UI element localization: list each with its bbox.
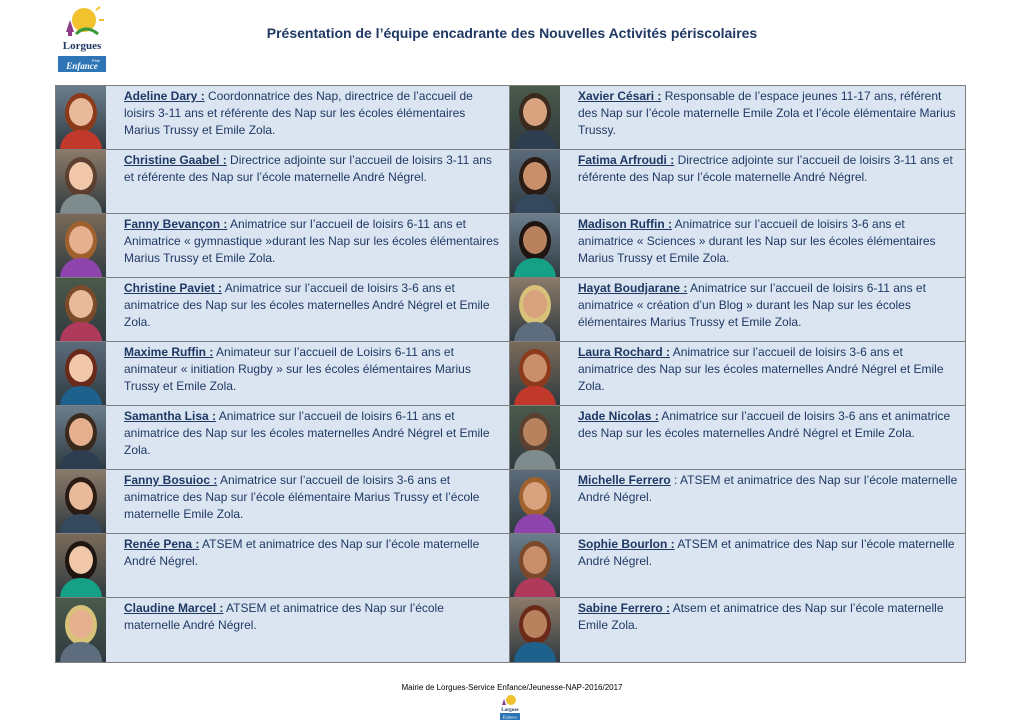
staff-card	[510, 150, 965, 214]
staff-role: Coordonnatrice des Nap, directrice de l’accueil de loisirs 3-11 ans et référente des Nap sur les écoles élémentaires Marius Trussy et Emile Zola.	[124, 89, 473, 137]
staff-photo	[56, 150, 106, 214]
staff-name: Samantha Lisa :	[124, 409, 217, 423]
staff-name: Claudine Marcel :	[124, 601, 224, 615]
staff-photo	[56, 534, 106, 598]
staff-role: Animatrice sur l’accueil de loisirs 3-6 ans et animatrice des Nap sur les écoles maternelles André Négrel et Emile Zola.	[124, 281, 490, 329]
staff-photo	[56, 470, 106, 534]
staff-photo	[510, 150, 560, 214]
staff-role: : ATSEM et animatrice des Nap sur l’école maternelle André Négrel.	[578, 473, 958, 504]
staff-description-block	[560, 150, 965, 213]
staff-photo	[56, 278, 106, 342]
staff-role: Animatrice sur l’accueil de loisirs 3-6 ans et animatrice des Nap sur l’école élémentaire Marius Trussy et l’école maternelle Emile Zola.	[124, 473, 480, 521]
staff-card	[510, 278, 965, 342]
staff-name: Renée Pena :	[124, 537, 200, 551]
footer-logo-service: Enfance	[502, 714, 518, 720]
staff-description-block	[560, 214, 965, 277]
staff-name: Jade Nicolas :	[578, 409, 659, 423]
staff-role: Atsem et animatrice des Nap sur l’école maternelle Emile Zola.	[578, 601, 944, 632]
staff-name: Christine Paviet :	[124, 281, 223, 295]
staff-photo	[510, 598, 560, 662]
staff-description-block	[106, 86, 509, 149]
footer-logo-town: Lorgues	[501, 708, 519, 713]
staff-card	[510, 534, 965, 598]
staff-photo	[56, 598, 106, 662]
footer-text: Mairie de Lorgues-Service Enfance/Jeunesse-NAP-2016/2017	[401, 683, 623, 692]
staff-card	[56, 278, 510, 342]
staff-description-block	[106, 278, 509, 341]
staff-role: Animatrice sur l’accueil de loisirs 6-11 ans et animatrice des Nap sur les écoles maternelles André Négrel et Emile Zola.	[124, 409, 490, 457]
logo-service-text: Enfance	[66, 61, 98, 71]
staff-photo	[510, 470, 560, 534]
staff-description-block	[106, 470, 509, 533]
staff-description-block	[106, 150, 509, 213]
staff-role: Directrice adjointe sur l’accueil de loisirs 3-11 ans et référente des Nap sur l’école maternelle André Négrel.	[124, 153, 492, 184]
staff-role: ATSEM et animatrice des Nap sur l’école maternelle André Négrel.	[124, 537, 480, 568]
staff-role: ATSEM et animatrice des Nap sur l’école maternelle André Négrel.	[578, 537, 955, 568]
staff-name: Fanny Bosuioc :	[124, 473, 218, 487]
staff-description-block	[106, 342, 509, 405]
staff-name: Fatima Arfroudi :	[578, 153, 675, 167]
staff-name: Michelle Ferrero	[578, 473, 671, 487]
staff-card	[56, 342, 510, 406]
staff-card	[56, 406, 510, 470]
staff-photo	[510, 86, 560, 150]
staff-photo	[56, 86, 106, 150]
footer-logo	[498, 694, 522, 720]
staff-name: Sophie Bourlon :	[578, 537, 675, 551]
logo-town-text: Lorgues	[62, 40, 102, 52]
staff-description-block	[560, 86, 965, 149]
logo-small-text: Pôle	[91, 58, 100, 63]
staff-description-block	[106, 214, 509, 277]
staff-role: Responsable de l’espace jeunes 11-17 ans, référent des Nap sur l’école maternelle Emile Zola et l’école élémentaire Marius Trussy.	[578, 89, 956, 137]
staff-card	[510, 214, 965, 278]
page-title: Présentation de l’équipe encadrante des Nouvelles Activités périscolaires	[266, 25, 758, 41]
staff-name: Adeline Dary :	[124, 89, 205, 103]
staff-card	[510, 342, 965, 406]
staff-description-block	[560, 470, 965, 533]
staff-name: Sabine Ferrero :	[578, 601, 671, 615]
staff-name: Fanny Bevançon :	[124, 217, 228, 231]
staff-card	[56, 598, 510, 662]
staff-name: Madison Ruffin :	[578, 217, 672, 231]
staff-photo	[510, 278, 560, 342]
staff-photo	[510, 214, 560, 278]
staff-card	[510, 406, 965, 470]
staff-name: Maxime Ruffin :	[124, 345, 214, 359]
staff-role: Animatrice sur l’accueil de loisirs 6-11 ans et animatrice « création d’un Blog » durant les Nap sur les écoles élémentaires Marius Trussy et Emile Zola.	[578, 281, 926, 329]
staff-photo	[56, 342, 106, 406]
staff-role: ATSEM et animatrice des Nap sur l’école maternelle André Négrel.	[124, 601, 444, 632]
staff-role: Animateur sur l’accueil de Loisirs 6-11 ans et animateur « initiation Rugby » sur les écoles élémentaires Marius Trussy et Emile Zola.	[124, 345, 471, 393]
staff-card	[56, 214, 510, 278]
staff-photo	[510, 342, 560, 406]
staff-card	[510, 598, 965, 662]
staff-card	[56, 470, 510, 534]
staff-name: Hayat Boudjarane :	[578, 281, 688, 295]
staff-card	[510, 86, 965, 150]
staff-name: Christine Gaabel :	[124, 153, 227, 167]
staff-photo	[510, 534, 560, 598]
staff-photo	[510, 406, 560, 470]
staff-name: Xavier Césari :	[578, 89, 662, 103]
staff-card	[56, 86, 510, 150]
staff-description-block	[560, 278, 965, 341]
staff-description-block	[106, 534, 509, 597]
staff-card	[56, 534, 510, 598]
staff-card	[56, 150, 510, 214]
staff-name: Laura Rochard :	[578, 345, 671, 359]
staff-description-block	[560, 342, 965, 405]
staff-role: Animatrice sur l’accueil de loisirs 3-6 ans et animatrice des Nap sur les écoles maternelles André Négrel et Emile Zola.	[578, 345, 944, 393]
staff-description-block	[106, 406, 509, 469]
staff-role: Animatrice sur l’accueil de loisirs 6-11 ans et Animatrice « gymnastique »durant les Nap sur les écoles élémentaires Marius Trussy et Emile Zola.	[124, 217, 499, 265]
staff-role: Animatrice sur l’accueil de loisirs 3-6 ans et animatrice « Sciences » durant les Nap sur les écoles élémentaires Marius Trussy et Emile Zola.	[578, 217, 936, 265]
staff-description-block	[106, 598, 509, 662]
staff-description-block	[560, 534, 965, 597]
staff-description-block	[560, 406, 965, 469]
staff-grid	[55, 85, 966, 663]
staff-role: Animatrice sur l’accueil de loisirs 3-6 ans et animatrice des Nap sur les écoles maternelles André Négrel et Emile Zola.	[578, 409, 951, 440]
staff-description-block	[560, 598, 965, 662]
staff-card	[510, 470, 965, 534]
staff-photo	[56, 214, 106, 278]
staff-photo	[56, 406, 106, 470]
staff-role: Directrice adjointe sur l’accueil de loisirs 3-11 ans et référente des Nap sur l’école maternelle André Négrel.	[578, 153, 953, 184]
